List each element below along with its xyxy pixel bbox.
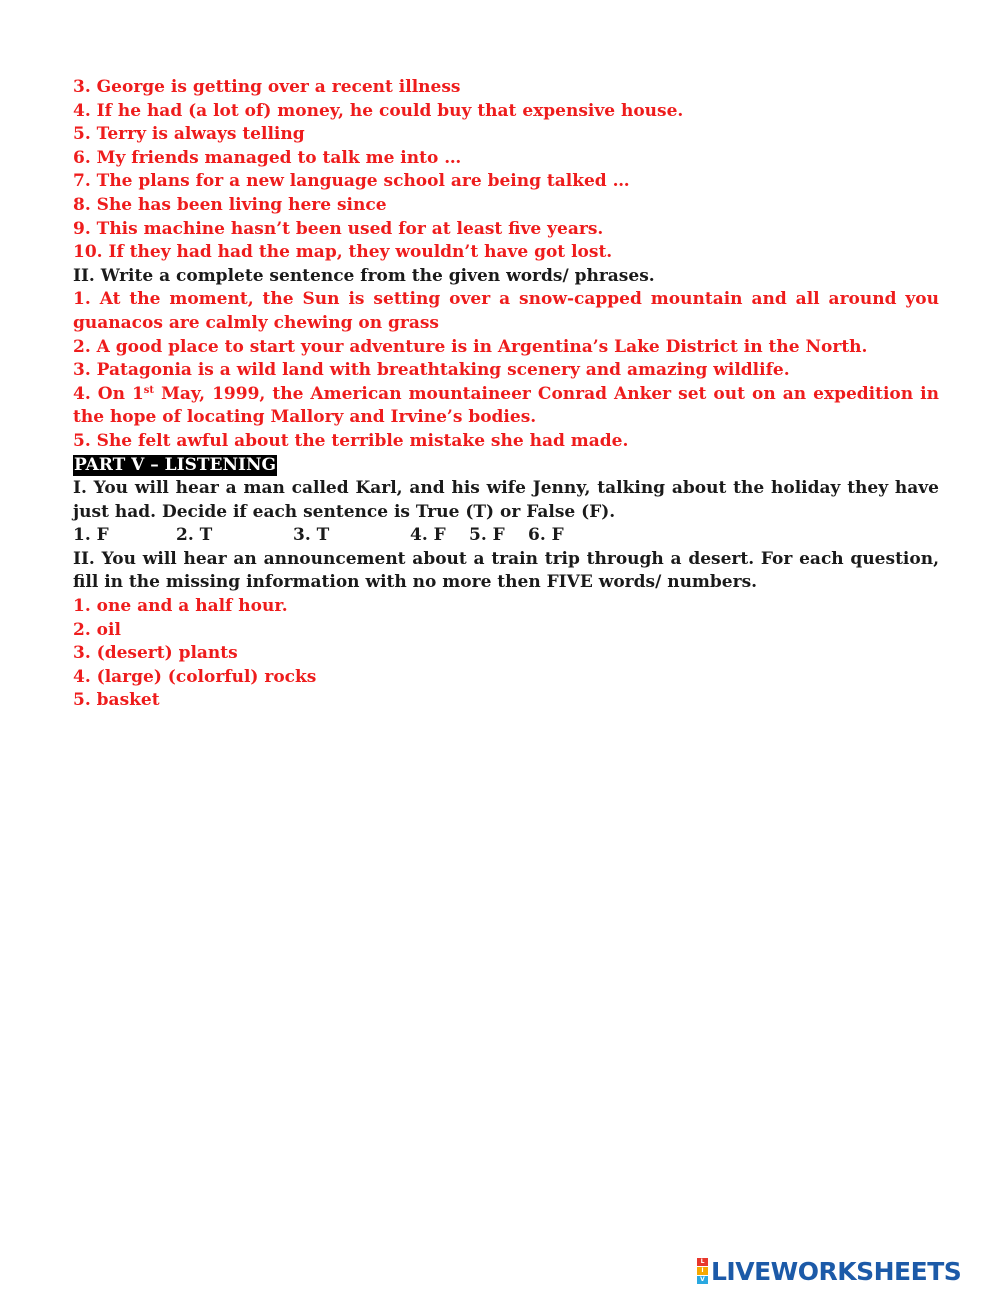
part4-answer-9: 9. This machine hasn’t been used for at least five years. [73,218,604,239]
answer-4-ordinal: st [143,384,155,396]
tf-answer-3: 3. T [293,525,330,546]
tf-answer-5: 5. F [469,525,505,546]
part4-answer-10: 10. If they had had the map, they wouldn’t have got lost. [73,242,613,263]
part4-answer-7: 7. The plans for a new language school are being talked … [73,171,630,192]
part5-q2-answer-1: 1. one and a half hour. [73,596,288,617]
section2-answer-3: 3. Patagonia is a wild land with breathtaking scenery and amazing wildlife. [73,360,790,381]
logo-blocks-icon [697,1258,708,1284]
part4-answer-3: 3. George is getting over a recent illness [73,77,461,97]
answer-4-prefix: 4. On 1 [73,383,144,404]
logo-block-v: V [697,1276,708,1284]
logo-text: LIVEWORKSHEETS [711,1256,962,1286]
logo-block-i: I [697,1267,708,1275]
part4-answer-8: 8. She has been living here since [73,194,387,215]
part4-answer-6: 6. My friends managed to talk me into … [73,147,462,168]
liveworksheets-logo [697,1256,961,1286]
section2-title: II. Write a complete sentence from the given words/ phrases. [73,265,655,286]
worksheet-answer-key [73,76,939,713]
logo-block-l: L [697,1258,708,1266]
section2-answer-5: 5. She felt awful about the terrible mistake she had made. [73,430,629,451]
part5-q2-instructions: II. You will hear an announcement about a train trip through a desert. For each question, fill in the missing information with no more then FIVE words/ numbers. [73,548,939,593]
part5-q2-answer-2: 2. oil [73,619,121,640]
answer-4-rest: May, 1999, the American mountaineer Conrad Anker set out on an expedition in the hope of locating Mallory and Irvine’s bodies. [73,383,939,428]
part4-answer-4: 4. If he had (a lot of) money, he could buy that expensive house. [73,100,684,121]
section2-answer-4 [73,383,939,430]
section2-answer-2: 2. A good place to start your adventure is in Argentina’s Lake District in the North. [73,336,868,357]
part5-q1-answers [73,524,939,548]
tf-answer-6: 6. F [528,525,564,546]
tf-answer-1: 1. F [73,525,109,546]
part5-heading: PART V – LISTENING [74,454,276,475]
section2-answer-1: 1. At the moment, the Sun is setting over a snow-capped mountain and all around you guanacos are calmly chewing on grass [73,289,939,333]
part5-heading-row [73,454,939,478]
tf-answer-2: 2. T [176,525,213,546]
part5-q2-answer-4: 4. (large) (colorful) rocks [73,666,317,687]
part4-answer-5: 5. Terry is always telling [73,124,305,145]
part5-q2-answer-3: 3. (desert) plants [73,643,238,664]
tf-answer-4: 4. F [410,525,446,546]
part5-q1-instructions: I. You will hear a man called Karl, and his wife Jenny, talking about the holiday they have just had. Decide if each sentence is True (T) or False (F). [73,478,939,522]
part5-q2-answer-5: 5. basket [73,690,160,711]
